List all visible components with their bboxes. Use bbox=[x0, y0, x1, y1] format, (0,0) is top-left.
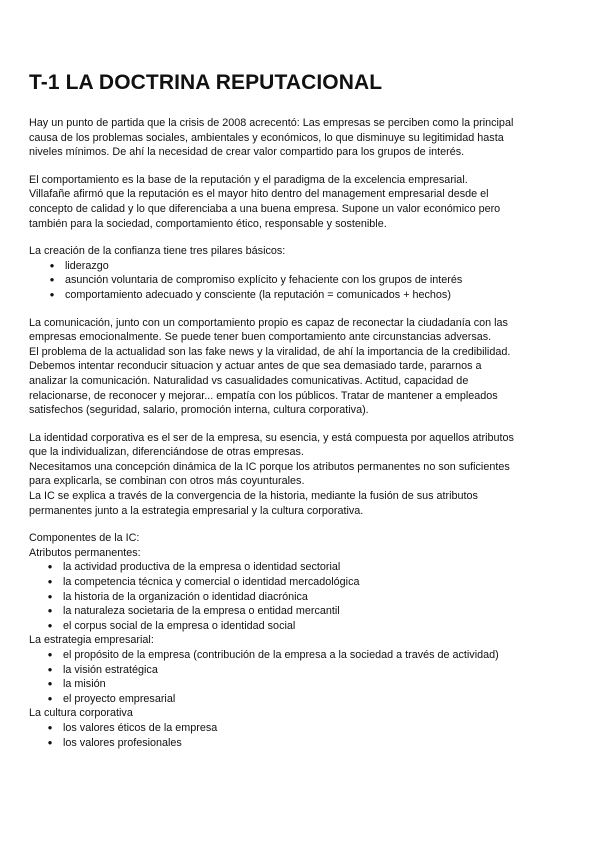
list-item: ● la competencia técnica y comercial o identidad mercadológica bbox=[29, 575, 570, 590]
list-item: ● el proyecto empresarial bbox=[29, 692, 570, 707]
text-line: causa de los problemas sociales, ambientales y económicos, lo que disminuye su legitimidad hasta bbox=[29, 131, 504, 144]
list-item: ● liderazgo bbox=[29, 259, 570, 274]
text-line: La identidad corporativa es el ser de la empresa, su esencia, y está compuesta por aquellos atributos bbox=[29, 431, 514, 444]
list-item: ● la historia de la organización o identidad diacrónica bbox=[29, 590, 570, 605]
text-line: niveles mínimos. De ahí la necesidad de crear valor compartido para los grupos de interés. bbox=[29, 146, 465, 159]
text-line: concepto de calidad y lo que diferenciaba a una buena empresa. Supone un valor económico pero bbox=[29, 202, 501, 215]
bullet-icon: ● bbox=[47, 679, 53, 689]
bullet-icon: ● bbox=[47, 591, 53, 601]
bullet-icon: ● bbox=[47, 606, 53, 616]
bullet-icon: ● bbox=[47, 620, 53, 630]
paragraph-comunicacion bbox=[29, 316, 570, 418]
text-line: analizar la comunicación. Naturalidad vs casualidades comunicativas. Actitud, capacidad de bbox=[29, 374, 469, 387]
text-line: Necesitamos una concepción dinámica de la IC porque los atributos permanentes no son suficientes bbox=[29, 460, 510, 473]
bullet-icon: ● bbox=[47, 722, 53, 732]
text-line: relacionarse, de reconocer y mejorar... empatía con los públicos. Tratar de mantener a empleados bbox=[29, 389, 498, 402]
list-item: ● la naturaleza societaria de la empresa o entidad mercantil bbox=[29, 604, 570, 619]
components-section bbox=[29, 531, 570, 560]
bullet-icon: ● bbox=[49, 289, 55, 299]
list-item: ● asunción voluntaria de compromiso explícito y fehaciente con los grupos de interés bbox=[29, 273, 570, 288]
text-line: empresas emocionalmente. Se puede tener buen comportamiento ante circunstancias adversas. bbox=[29, 331, 492, 344]
text-line: Debemos intentar reconducir situacion y actuar antes de que sea demasiado tarde, pararnos a bbox=[29, 360, 482, 373]
text-line: para explicarla, se combinan con otros más coyunturales. bbox=[29, 475, 305, 488]
bullet-icon: ● bbox=[47, 664, 53, 674]
group-label: Atributos permanentes: bbox=[29, 546, 141, 559]
text-line: El problema de la actualidad son las fake news y la viralidad, de ahí la importancia de la credibilidad. bbox=[29, 345, 511, 358]
list-item: ● los valores profesionales bbox=[29, 736, 570, 751]
paragraph-identidad bbox=[29, 431, 570, 519]
text-line: La IC se explica a través de la convergencia de la historia, mediante la fusión de sus atributos bbox=[29, 490, 478, 503]
text-line: satisfechos (seguridad, salario, promoción interna, cultura corporativa). bbox=[29, 404, 369, 417]
paragraph-confianza-intro bbox=[29, 244, 570, 259]
bullet-icon: ● bbox=[49, 260, 55, 270]
group-label: La estrategia empresarial: bbox=[29, 634, 154, 647]
text-line: La comunicación, junto con un comportamiento propio es capaz de reconectar la ciudadanía con las bbox=[29, 316, 508, 329]
group-label: La cultura corporativa bbox=[29, 707, 133, 720]
list-item: ● la misión bbox=[29, 677, 570, 692]
atributos-list bbox=[29, 560, 570, 633]
list-item: ● el propósito de la empresa (contribución de la empresa a la sociedad a través de actividad) bbox=[29, 648, 570, 663]
text-line: Hay un punto de partida que la crisis de 2008 acrecentó: Las empresas se perciben como la principal bbox=[29, 117, 514, 129]
bullet-icon: ● bbox=[49, 275, 55, 285]
page-title: T-1 LA DOCTRINA REPUTACIONAL bbox=[29, 71, 383, 94]
paragraph-comportamiento bbox=[29, 173, 570, 231]
text-line: Villafañe afirmó que la reputación es el mayor hito dentro del management empresarial desde el bbox=[29, 188, 489, 201]
list-item: ● el corpus social de la empresa o identidad social bbox=[29, 619, 570, 634]
text-line: El comportamiento es la base de la reputación y el paradigma de la excelencia empresarial. bbox=[29, 173, 468, 186]
bullet-icon: ● bbox=[47, 650, 53, 659]
list-item: ● comportamiento adecuado y consciente (la reputación = comunicados + hechos) bbox=[29, 288, 570, 303]
bullet-icon: ● bbox=[47, 562, 53, 572]
bullet-icon: ● bbox=[47, 737, 53, 747]
text-line: La creación de la confianza tiene tres pilares básicos: bbox=[29, 245, 286, 258]
list-item: ● la actividad productiva de la empresa o identidad sectorial bbox=[29, 560, 570, 575]
bullet-icon: ● bbox=[47, 693, 53, 703]
pillars-list bbox=[29, 259, 570, 303]
text-line: que la individualizan, diferenciándose de otras empresas. bbox=[29, 446, 304, 459]
paragraph-crisis bbox=[29, 116, 570, 160]
list-item: ● los valores éticos de la empresa bbox=[29, 721, 570, 736]
estrategia-list bbox=[29, 648, 570, 706]
text-line: permanentes junto a la estrategia empresarial y la cultura corporativa. bbox=[29, 504, 364, 517]
components-heading: Componentes de la IC: bbox=[29, 532, 140, 545]
list-item: ● la visión estratégica bbox=[29, 663, 570, 678]
cultura-list bbox=[29, 721, 570, 750]
text-line: también para la sociedad, comportamiento ético, responsable y sostenible. bbox=[29, 217, 387, 230]
bullet-icon: ● bbox=[47, 577, 53, 587]
